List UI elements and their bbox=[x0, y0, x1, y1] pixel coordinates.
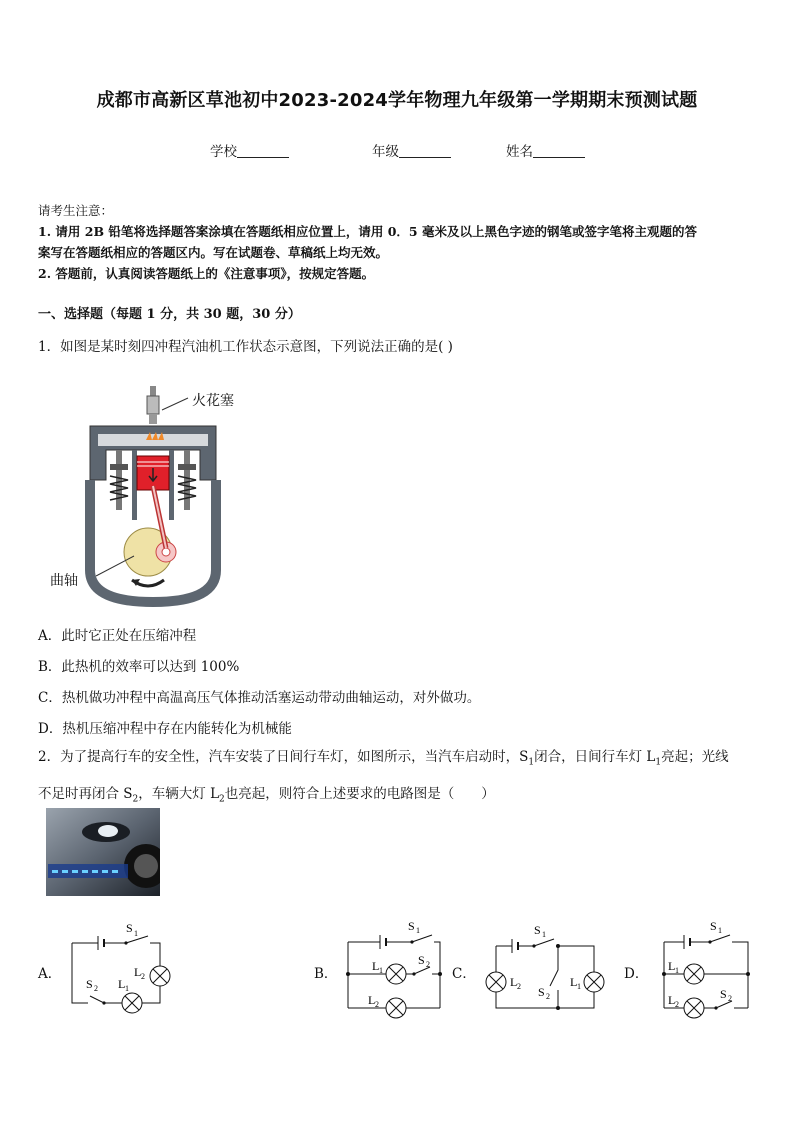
svg-text:L: L bbox=[372, 959, 380, 973]
q1-option-b[interactable]: B．此热机的效率可以达到 100% bbox=[38, 659, 240, 675]
svg-text:L: L bbox=[368, 993, 376, 1007]
grade-label: 年级 bbox=[372, 144, 399, 160]
circuit-b bbox=[338, 912, 450, 1020]
q2-stem: 2．为了提高行车的安全性，汽车安装了日间行车灯，如图所示，当汽车启动时，$S_1$闭合，日间行车灯 $L_1$亮起；光线 不足时再闭合 $S_2$，车辆大灯 $L_2$也亮起，则符合上述要求的电路图是（ ） bbox=[38, 749, 729, 805]
svg-text:2: 2 bbox=[426, 960, 430, 969]
grade-field bbox=[372, 140, 451, 160]
circuit-a bbox=[60, 918, 180, 1018]
school-blank[interactable] bbox=[237, 145, 289, 158]
svg-text:2: 2 bbox=[675, 1000, 679, 1009]
svg-text:2: 2 bbox=[94, 984, 98, 993]
name-label: 姓名 bbox=[506, 144, 533, 160]
svg-text:S: S bbox=[126, 921, 133, 935]
svg-text:S: S bbox=[408, 919, 415, 933]
svg-text:S: S bbox=[538, 985, 545, 999]
svg-text:2: 2 bbox=[141, 972, 145, 981]
q1-option-c[interactable]: C．热机做功冲程中高温高压气体推动活塞运动带动曲轴运动，对外做功。 bbox=[38, 690, 481, 706]
svg-text:S: S bbox=[534, 923, 541, 937]
svg-text:2: 2 bbox=[375, 1000, 379, 1009]
svg-text:S: S bbox=[710, 919, 717, 933]
svg-text:1: 1 bbox=[675, 966, 679, 975]
grade-blank[interactable] bbox=[399, 145, 451, 158]
q1-option-d[interactable]: D．热机压缩冲程中存在内能转化为机械能 bbox=[38, 721, 292, 737]
q2-choice-d[interactable]: D． bbox=[624, 966, 649, 982]
svg-text:1: 1 bbox=[125, 984, 129, 993]
notice-block bbox=[38, 200, 760, 284]
svg-text:1: 1 bbox=[577, 982, 581, 991]
notice-item-2: 2. 答题前，认真阅读答题纸上的《注意事项》，按规定答题。 bbox=[38, 266, 375, 281]
svg-text:L: L bbox=[668, 959, 676, 973]
svg-text:S: S bbox=[418, 953, 425, 967]
notice-item-1a: 1. 请用 2B 铅笔将选择题答案涂填在答题纸相应位置上，请用 0．5 毫米及以上黑色字迹的钢笔或签字笔将主观题的答 bbox=[38, 224, 697, 239]
svg-text:L: L bbox=[570, 975, 578, 989]
svg-text:1: 1 bbox=[379, 966, 383, 975]
spark-plug-label: 火花塞 bbox=[192, 393, 234, 409]
q2-choice-b[interactable]: B． bbox=[314, 966, 338, 982]
svg-text:S: S bbox=[86, 977, 93, 991]
svg-text:1: 1 bbox=[134, 929, 138, 938]
q1-stem: 1．如图是某时刻四冲程汽油机工作状态示意图，下列说法正确的是( ) bbox=[38, 339, 453, 355]
svg-text:2: 2 bbox=[517, 982, 521, 991]
notice-item-1b: 案写在答题纸相应的答题区内。写在试题卷、草稿纸上均无效。 bbox=[38, 245, 389, 260]
spark-plug-icon bbox=[147, 386, 159, 424]
svg-text:2: 2 bbox=[728, 994, 732, 1003]
school-label: 学校 bbox=[210, 144, 237, 160]
q1-option-a[interactable]: A．此时它正处在压缩冲程 bbox=[38, 628, 197, 644]
svg-text:L: L bbox=[118, 977, 126, 991]
crankshaft-label: 曲轴 bbox=[50, 573, 78, 589]
car-photo bbox=[46, 808, 160, 896]
svg-text:L: L bbox=[134, 965, 142, 979]
svg-text:L: L bbox=[510, 975, 518, 989]
notice-heading: 请考生注意： bbox=[38, 203, 114, 218]
circuit-c bbox=[478, 914, 608, 1014]
svg-text:1: 1 bbox=[542, 930, 546, 939]
svg-text:S: S bbox=[720, 987, 727, 1001]
svg-text:1: 1 bbox=[718, 926, 722, 935]
svg-text:L: L bbox=[668, 993, 676, 1007]
svg-text:1: 1 bbox=[416, 926, 420, 935]
name-field bbox=[506, 140, 585, 160]
school-field bbox=[210, 140, 289, 160]
page-title: 成都市高新区草池初中2023-2024学年物理九年级第一学期期末预测试题 bbox=[96, 90, 698, 111]
name-blank[interactable] bbox=[533, 145, 585, 158]
q2-choice-c[interactable]: C． bbox=[452, 966, 476, 982]
section-heading: 一、选择题（每题 1 分，共 30 题，30 分） bbox=[38, 307, 301, 322]
circuit-d bbox=[654, 912, 760, 1022]
q2-choice-a[interactable]: A． bbox=[38, 966, 62, 982]
engine-diagram bbox=[50, 380, 260, 610]
svg-text:2: 2 bbox=[546, 992, 550, 1001]
